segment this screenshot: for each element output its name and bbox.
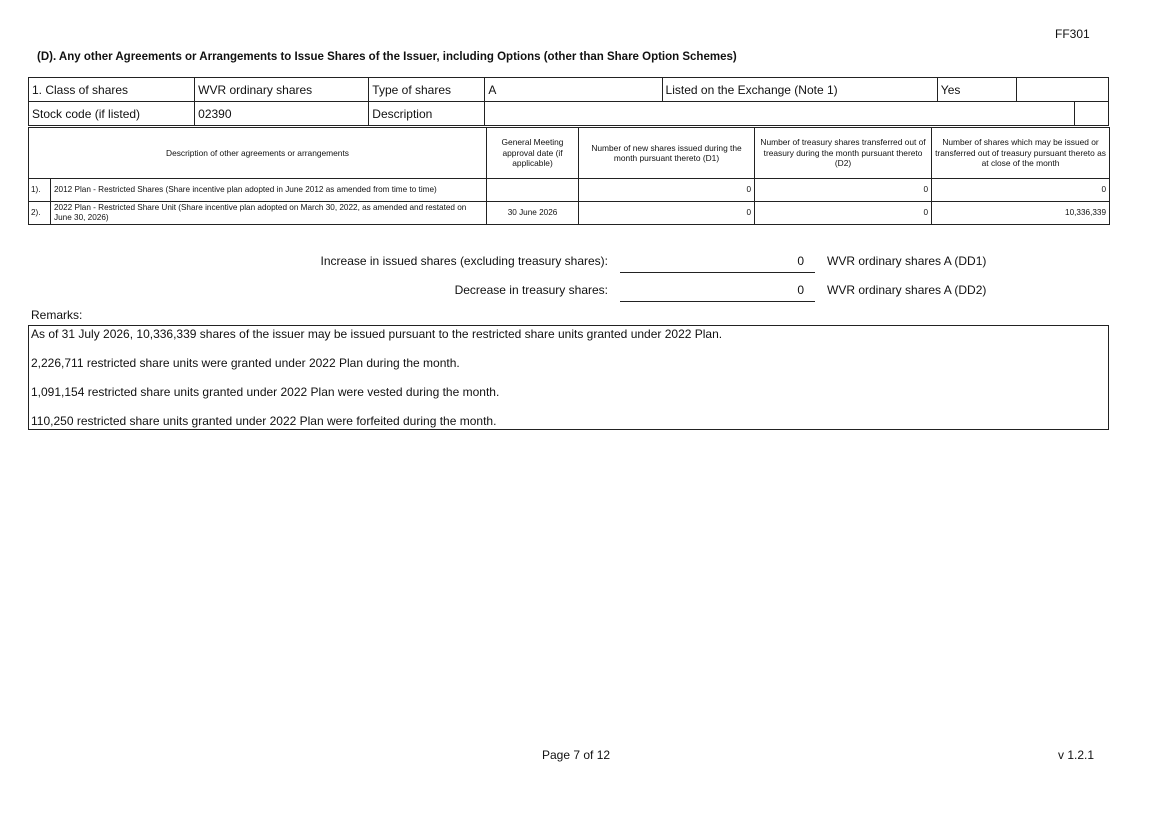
row-approval-date bbox=[487, 179, 579, 202]
class-label: 1. Class of shares bbox=[29, 78, 195, 102]
row-index: 2). bbox=[29, 202, 51, 225]
row-approval-date: 30 June 2026 bbox=[487, 202, 579, 225]
class-value: WVR ordinary shares bbox=[195, 78, 369, 102]
form-code: FF301 bbox=[1055, 27, 1090, 41]
row-may-be-issued: 0 bbox=[932, 179, 1110, 202]
row-treasury-transferred: 0 bbox=[755, 179, 932, 202]
version-label: v 1.2.1 bbox=[1058, 748, 1095, 762]
decrease-underline bbox=[620, 301, 815, 302]
row-description: 2012 Plan - Restricted Shares (Share incentive plan adopted in June 2012 as amended from time to time) bbox=[51, 179, 487, 202]
table-row bbox=[29, 179, 1110, 202]
section-title: (D). Any other Agreements or Arrangements to Issue Shares of the Issuer, including Options (other than Share Option Schemes) bbox=[37, 51, 737, 63]
empty-cell bbox=[1074, 102, 1108, 126]
stock-code-value: 02390 bbox=[195, 102, 369, 126]
row-description: 2022 Plan - Restricted Share Unit (Share incentive plan adopted on March 30, 2022, as amended and restated on June 30, 2026) bbox=[51, 202, 487, 225]
increase-value: 0 bbox=[797, 254, 804, 268]
row-new-shares: 0 bbox=[579, 202, 755, 225]
listed-value: Yes bbox=[937, 78, 1016, 102]
listed-label: Listed on the Exchange (Note 1) bbox=[662, 78, 937, 102]
remark-line: 1,091,154 restricted share units granted under 2022 Plan were vested during the month. bbox=[31, 385, 500, 399]
increase-unit: WVR ordinary shares A (DD1) bbox=[827, 254, 987, 268]
row-index: 1). bbox=[29, 179, 51, 202]
page-number: Page 7 of 12 bbox=[542, 748, 611, 762]
header-new-shares: Number of new shares issued during the month pursuant thereto (D1) bbox=[579, 128, 755, 179]
remarks-box bbox=[28, 325, 1109, 430]
remark-line: 2,226,711 restricted share units were granted under 2022 Plan during the month. bbox=[31, 356, 460, 370]
empty-cell bbox=[1016, 78, 1108, 102]
header-treasury-transferred: Number of treasury shares transferred out of treasury during the month pursuant thereto (D2) bbox=[755, 128, 932, 179]
row-treasury-transferred: 0 bbox=[755, 202, 932, 225]
type-label: Type of shares bbox=[369, 78, 485, 102]
type-value: A bbox=[485, 78, 662, 102]
agreements-table bbox=[28, 127, 1110, 225]
description-value bbox=[485, 102, 1075, 126]
decrease-unit: WVR ordinary shares A (DD2) bbox=[827, 283, 987, 297]
header-description: Description of other agreements or arrangements bbox=[29, 128, 487, 179]
decrease-value: 0 bbox=[797, 283, 804, 297]
table-row bbox=[29, 202, 1110, 225]
description-label: Description bbox=[369, 102, 485, 126]
share-info-table bbox=[28, 77, 1109, 126]
stock-code-label: Stock code (if listed) bbox=[29, 102, 195, 126]
remark-line: 110,250 restricted share units granted under 2022 Plan were forfeited during the month. bbox=[31, 414, 497, 428]
header-approval-date: General Meeting approval date (if applicable) bbox=[487, 128, 579, 179]
increase-underline bbox=[620, 272, 815, 273]
remark-line: As of 31 July 2026, 10,336,339 shares of the issuer may be issued pursuant to the restricted share units granted under 2022 Plan. bbox=[31, 327, 723, 341]
row-may-be-issued: 10,336,339 bbox=[932, 202, 1110, 225]
row-new-shares: 0 bbox=[579, 179, 755, 202]
increase-label: Increase in issued shares (excluding treasury shares): bbox=[320, 254, 608, 268]
header-may-be-issued: Number of shares which may be issued or transferred out of treasury pursuant thereto as at close of the month bbox=[932, 128, 1110, 179]
decrease-label: Decrease in treasury shares: bbox=[454, 283, 608, 297]
remarks-label: Remarks: bbox=[31, 308, 83, 322]
